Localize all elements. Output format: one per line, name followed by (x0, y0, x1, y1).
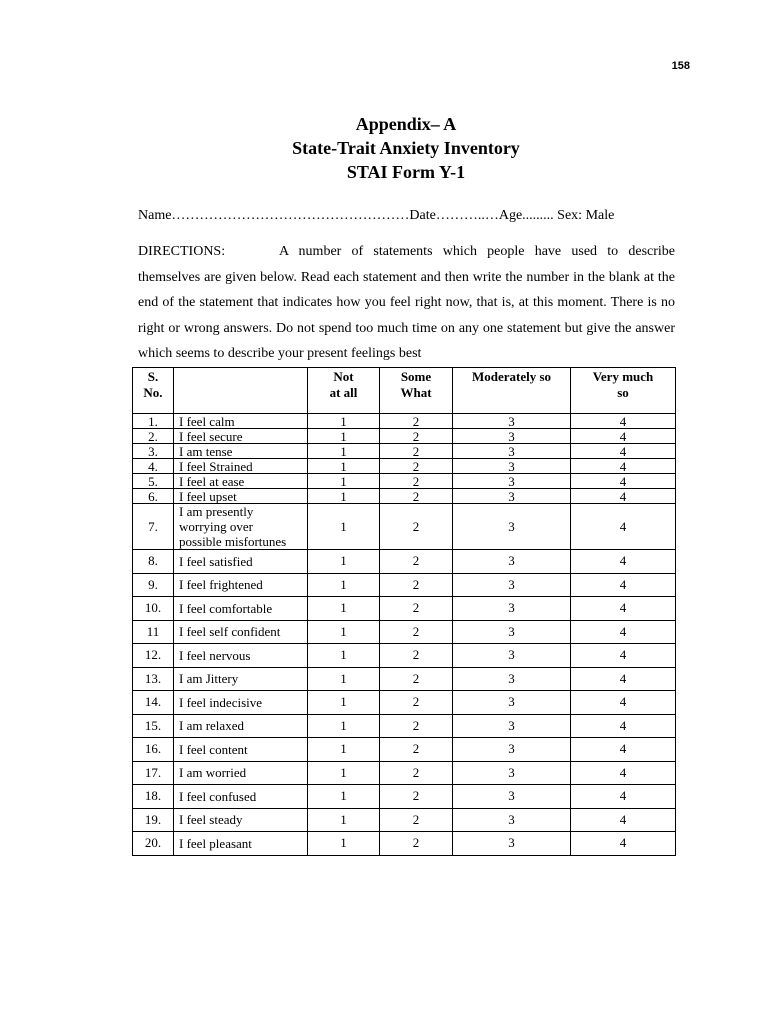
row-number: 15. (133, 714, 174, 738)
row-statement: I am tense (174, 444, 308, 459)
table-row (133, 738, 676, 762)
row-number: 18. (133, 785, 174, 809)
page-number: 158 (671, 60, 690, 72)
rating-moderately-so[interactable]: 3 (453, 832, 571, 856)
row-statement: I am worried (174, 761, 308, 785)
inventory-title: State-Trait Anxiety Inventory (292, 138, 520, 158)
table-row (133, 691, 676, 715)
rating-very-much-so[interactable]: 4 (571, 785, 676, 809)
table-row (133, 504, 676, 550)
rating-moderately-so[interactable]: 3 (453, 489, 571, 504)
table-row (133, 808, 676, 832)
rating-moderately-so[interactable]: 3 (453, 644, 571, 668)
rating-not-at-all[interactable]: 1 (308, 620, 380, 644)
rating-some-what[interactable]: 2 (380, 474, 453, 489)
row-number: 6. (133, 489, 174, 504)
rating-very-much-so[interactable]: 4 (571, 691, 676, 715)
rating-some-what[interactable]: 2 (380, 489, 453, 504)
rating-very-much-so[interactable]: 4 (571, 714, 676, 738)
rating-some-what[interactable]: 2 (380, 832, 453, 856)
table-row (133, 597, 676, 621)
row-statement: I feel comfortable (174, 597, 308, 621)
rating-moderately-so[interactable]: 3 (453, 550, 571, 574)
rating-not-at-all[interactable]: 1 (308, 785, 380, 809)
rating-not-at-all[interactable]: 1 (308, 489, 380, 504)
rating-some-what[interactable]: 2 (380, 504, 453, 550)
table-row (133, 620, 676, 644)
table-row (133, 474, 676, 489)
rating-very-much-so[interactable]: 4 (571, 738, 676, 762)
rating-some-what[interactable]: 2 (380, 808, 453, 832)
rating-not-at-all[interactable]: 1 (308, 504, 380, 550)
rating-very-much-so[interactable]: 4 (571, 667, 676, 691)
rating-very-much-so[interactable]: 4 (571, 644, 676, 668)
rating-moderately-so[interactable]: 3 (453, 444, 571, 459)
table-row (133, 667, 676, 691)
rating-moderately-so[interactable]: 3 (453, 474, 571, 489)
rating-very-much-so[interactable]: 4 (571, 550, 676, 574)
row-statement: I feel frightened (174, 573, 308, 597)
rating-some-what[interactable]: 2 (380, 414, 453, 429)
table-header-row (133, 368, 676, 414)
rating-very-much-so[interactable]: 4 (571, 459, 676, 474)
rating-very-much-so[interactable]: 4 (571, 808, 676, 832)
rating-not-at-all[interactable]: 1 (308, 444, 380, 459)
row-statement: I feel content (174, 738, 308, 762)
directions-text: A number of statements which people have used to describe themselves are given below. Read each statement and then write the number in the blank at the end of the statement that indicates how you feel right now, that is, at this moment. There is no right or wrong answers. Do not spend too much time on any one statement but give the answer which seems to describe your present feelings best (138, 244, 675, 361)
rating-moderately-so[interactable]: 3 (453, 808, 571, 832)
row-number: 5. (133, 474, 174, 489)
row-statement: I feel satisfied (174, 550, 308, 574)
rating-some-what[interactable]: 2 (380, 644, 453, 668)
header-moderately-so: Moderately so (453, 368, 571, 414)
row-number: 4. (133, 459, 174, 474)
rating-some-what[interactable]: 2 (380, 785, 453, 809)
table-row (133, 785, 676, 809)
rating-not-at-all[interactable]: 1 (308, 714, 380, 738)
row-statement: I am relaxed (174, 714, 308, 738)
rating-some-what[interactable]: 2 (380, 714, 453, 738)
row-number: 1. (133, 414, 174, 429)
rating-moderately-so[interactable]: 3 (453, 459, 571, 474)
rating-very-much-so[interactable]: 4 (571, 620, 676, 644)
rating-not-at-all[interactable]: 1 (308, 667, 380, 691)
appendix-title: Appendix– A (355, 114, 457, 134)
row-statement: I feel steady (174, 808, 308, 832)
row-statement: I am presently worrying over possible misfortunes (174, 504, 308, 550)
rating-not-at-all[interactable]: 1 (308, 474, 380, 489)
table-row (133, 429, 676, 444)
rating-moderately-so[interactable]: 3 (453, 414, 571, 429)
row-statement: I feel confused (174, 785, 308, 809)
rating-not-at-all[interactable]: 1 (308, 808, 380, 832)
row-statement: I feel calm (174, 414, 308, 429)
row-number: 9. (133, 573, 174, 597)
rating-not-at-all[interactable]: 1 (308, 691, 380, 715)
rating-very-much-so[interactable]: 4 (571, 489, 676, 504)
rating-some-what[interactable]: 2 (380, 429, 453, 444)
rating-some-what[interactable]: 2 (380, 573, 453, 597)
rating-moderately-so[interactable]: 3 (453, 785, 571, 809)
row-statement: I feel nervous (174, 644, 308, 668)
rating-some-what[interactable]: 2 (380, 550, 453, 574)
rating-very-much-so[interactable]: 4 (571, 597, 676, 621)
row-number: 8. (133, 550, 174, 574)
table-row (133, 573, 676, 597)
name-date-age-sex-line: Name……………………………………………Date………..…Age......... Sex: Male (138, 208, 615, 223)
row-number: 20. (133, 832, 174, 856)
rating-some-what[interactable]: 2 (380, 597, 453, 621)
rating-some-what[interactable]: 2 (380, 738, 453, 762)
row-statement: I feel secure (174, 429, 308, 444)
row-number: 16. (133, 738, 174, 762)
rating-very-much-so[interactable]: 4 (571, 429, 676, 444)
rating-not-at-all[interactable]: 1 (308, 597, 380, 621)
stai-table (132, 367, 676, 856)
row-number: 17. (133, 761, 174, 785)
directions-paragraph (138, 239, 675, 367)
rating-some-what[interactable]: 2 (380, 761, 453, 785)
rating-moderately-so[interactable]: 3 (453, 429, 571, 444)
form-title: STAI Form Y-1 (346, 162, 466, 182)
table-row (133, 714, 676, 738)
rating-moderately-so[interactable]: 3 (453, 597, 571, 621)
row-number: 3. (133, 444, 174, 459)
rating-some-what[interactable]: 2 (380, 620, 453, 644)
rating-moderately-so[interactable]: 3 (453, 738, 571, 762)
table-row (133, 761, 676, 785)
row-number: 2. (133, 429, 174, 444)
rating-very-much-so[interactable]: 4 (571, 504, 676, 550)
row-number: 14. (133, 691, 174, 715)
row-statement: I feel Strained (174, 459, 308, 474)
rating-moderately-so[interactable]: 3 (453, 573, 571, 597)
row-statement: I feel indecisive (174, 691, 308, 715)
row-number: 13. (133, 667, 174, 691)
rating-not-at-all[interactable]: 1 (308, 414, 380, 429)
rating-moderately-so[interactable]: 3 (453, 667, 571, 691)
header-some-what: Some What (380, 368, 453, 414)
row-number: 19. (133, 808, 174, 832)
rating-moderately-so[interactable]: 3 (453, 761, 571, 785)
table-row (133, 644, 676, 668)
table-row (133, 414, 676, 429)
table-row (133, 832, 676, 856)
row-number: 11 (133, 620, 174, 644)
rating-very-much-so[interactable]: 4 (571, 474, 676, 489)
header-very-much-so: Very much so (571, 368, 676, 414)
header-statement (174, 368, 308, 414)
rating-very-much-so[interactable]: 4 (571, 414, 676, 429)
row-statement: I am Jittery (174, 667, 308, 691)
table-row (133, 459, 676, 474)
title-block (0, 112, 768, 184)
directions-label: DIRECTIONS: (138, 244, 226, 259)
row-statement: I feel self confident (174, 620, 308, 644)
rating-some-what[interactable]: 2 (380, 691, 453, 715)
row-statement: I feel pleasant (174, 832, 308, 856)
rating-moderately-so[interactable]: 3 (453, 691, 571, 715)
table-row (133, 550, 676, 574)
rating-not-at-all[interactable]: 1 (308, 550, 380, 574)
rating-moderately-so[interactable]: 3 (453, 620, 571, 644)
rating-very-much-so[interactable]: 4 (571, 761, 676, 785)
header-sno: S. No. (133, 368, 174, 414)
row-statement: I feel at ease (174, 474, 308, 489)
rating-not-at-all[interactable]: 1 (308, 573, 380, 597)
rating-very-much-so[interactable]: 4 (571, 832, 676, 856)
rating-some-what[interactable]: 2 (380, 444, 453, 459)
rating-not-at-all[interactable]: 1 (308, 459, 380, 474)
rating-some-what[interactable]: 2 (380, 459, 453, 474)
row-number: 10. (133, 597, 174, 621)
row-number: 7. (133, 504, 174, 550)
header-not-at-all: Not at all (308, 368, 380, 414)
row-statement: I feel upset (174, 489, 308, 504)
rating-very-much-so[interactable]: 4 (571, 573, 676, 597)
rating-not-at-all[interactable]: 1 (308, 738, 380, 762)
table-row (133, 444, 676, 459)
rating-some-what[interactable]: 2 (380, 667, 453, 691)
table-row (133, 489, 676, 504)
rating-not-at-all[interactable]: 1 (308, 429, 380, 444)
rating-not-at-all[interactable]: 1 (308, 761, 380, 785)
rating-moderately-so[interactable]: 3 (453, 714, 571, 738)
rating-moderately-so[interactable]: 3 (453, 504, 571, 550)
row-number: 12. (133, 644, 174, 668)
rating-not-at-all[interactable]: 1 (308, 644, 380, 668)
rating-not-at-all[interactable]: 1 (308, 832, 380, 856)
rating-very-much-so[interactable]: 4 (571, 444, 676, 459)
